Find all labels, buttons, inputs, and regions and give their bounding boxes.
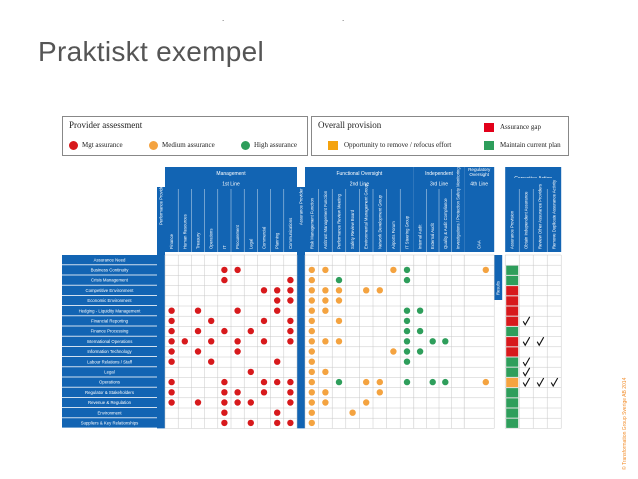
assurance-dot-amber [322,297,328,303]
assurance-dot-amber [483,267,489,273]
row-label-international-operations: International Operations [86,338,133,344]
legend-item-remove-refocus: Opportunity to remove / refocus effort [328,141,451,150]
assurance-dot-red [287,297,293,303]
assurance-dot-red [208,338,214,344]
check-icon [523,317,530,325]
assurance-dot-amber [377,389,383,395]
assurance-dot-amber [309,420,315,426]
assurance-dot-red [168,399,174,405]
assurance-dot-green [404,318,410,324]
assurance-dot-amber [336,297,342,303]
row-label-assurance-need: Assurance Need [93,257,126,263]
assurance-dot-red [287,287,293,293]
assurance-dot-amber [309,267,315,273]
check-icon [537,337,544,345]
subheader-label-management: 1st Line [222,181,240,188]
assurance-dot-red [168,389,174,395]
assurance-dot-amber [309,328,315,334]
copyright-notice: © Transformation Group Sverige AB 2014 [622,377,628,470]
assurance-dot-red [274,287,280,293]
assurance-dot-amber [363,399,369,405]
row-label-revenue-regulation: Revenue & Regulation [88,400,131,406]
assurance-dot-red [287,318,293,324]
column-label-finance: Finance [169,234,175,249]
assurance-dot-amber [309,277,315,283]
assurance-dot-red [168,348,174,354]
assurance-dot-red [248,369,254,375]
header-title-regulatory-a: Regulatory [468,167,491,172]
assurance-dot-green [417,328,423,334]
row-label-competitive-environment: Competitive Environment [85,287,134,293]
row-label-crisis-management: Crisis Management [90,277,129,283]
column-label-airports-forum: Airports Forum [390,221,396,249]
assurance-dot-amber [390,348,396,354]
assurance-dot-green [442,338,448,344]
column-label-remove-duplicate-assurance-activity: Remove Duplicate Assurance Activity [551,179,557,249]
assurance-dot-green [417,348,423,354]
assurance-dot-red [221,389,227,395]
subheader-label-regulatory: 4th Line [470,181,489,188]
legend-item-assurance-gap: Assurance gap [484,123,541,132]
row-label-legal: Legal [104,369,115,375]
column-label-external-audit: External Audit [430,223,436,249]
assurance-dot-red [221,277,227,283]
assurance-dot-amber [349,410,355,416]
provision-cell-green [506,368,518,377]
column-label-commercial: Commercial [261,226,267,249]
page-title: Praktiskt exempel [38,36,265,67]
legend-item-maintain-plan: Maintain current plan [484,141,561,150]
column-label-assurance-provision: Assurance Provision [509,210,515,249]
column-label-performance-review-meeting: Performance Review Meeting [336,194,342,249]
provision-cell-green [506,409,518,418]
overall-provision-title: Overall provision [318,120,382,130]
assurance-dot-red [221,420,227,426]
assurance-dot-red [221,328,227,334]
assurance-dot-red [274,410,280,416]
top-marks: . . [222,14,345,23]
row-label-suppliers-key-relationships: Suppliers & Key Relationships [80,420,139,426]
assurance-dot-amber [309,379,315,385]
assurance-dot-amber [483,379,489,385]
assurance-dot-green [417,308,423,314]
assurance-dot-red [248,399,254,405]
row-label-labour-relations-staff: Labour Relations / Staff [87,359,132,365]
assurance-dot-red [168,338,174,344]
column-label-review-other-assurance-providers: Review Other Assurance Providers [537,184,543,249]
assurance-dot-red [208,359,214,365]
column-label-it-steering-group: IT Steering Group [404,215,410,249]
assurance-dot-red [287,420,293,426]
assurance-dot-amber [377,379,383,385]
row-label-financial-reporting: Financial Reporting [90,318,129,324]
assurance-dot-green [336,277,342,283]
provision-cell-red [506,296,518,305]
assurance-dot-green [404,338,410,344]
header-title-management: Management [216,171,246,177]
legend-item-high-assurance: High assurance [241,141,297,150]
column-label-operations: Operations [208,228,214,249]
assurance-dot-red [287,399,293,405]
row-label-information-technology: Information Technology [87,349,132,355]
column-label-communications: Communications [287,217,293,249]
assurance-dot-amber [309,308,315,314]
provision-cell-red [506,317,518,326]
assurance-dot-red [168,318,174,324]
assurance-dot-red [168,359,174,365]
assurance-dot-amber [309,399,315,405]
assurance-dot-amber [390,267,396,273]
row-label-operations: Operations [98,379,121,385]
column-label-safety-review-board: Safety Review Board [350,209,356,249]
assurance-dot-green [404,328,410,334]
assurance-dot-red [287,328,293,334]
assurance-dot-amber [309,369,315,375]
assurance-dot-red [287,338,293,344]
assurance-dot-red [248,420,254,426]
provision-cell-green [506,358,518,367]
assurance-dot-amber [322,389,328,395]
separator-label-results: Results [495,281,501,295]
assurance-dot-amber [309,389,315,395]
assurance-dot-green [442,379,448,385]
assurance-dot-amber [322,369,328,375]
assurance-dot-red [261,287,267,293]
assurance-dot-red [261,379,267,385]
assurance-dot-red [261,389,267,395]
column-label-legal: Legal [248,238,254,249]
row-label-hedging-liquidity-management: Hedging - Liquidity Management [78,308,141,314]
column-label-planning: Planning [274,232,280,249]
column-label-quality-audit-compliance: Quality & Audit Compliance [442,198,448,249]
provider-assessment-title: Provider assessment [69,120,143,130]
provision-cell-amber [506,378,518,387]
assurance-dot-red [287,379,293,385]
provision-cell-green [506,388,518,397]
provision-cell-green [506,398,518,407]
assurance-dot-green [430,379,436,385]
column-label-investigations-protection-safety-monitoring: Investigations / Protection Safety Monitoring [455,167,461,249]
legend-item-mgt-assurance: Mgt assurance [69,141,123,150]
assurance-dot-amber [309,338,315,344]
row-label-regulator-stakeholders: Regulator & Stakeholders [85,389,134,395]
assurance-dot-amber [322,267,328,273]
assurance-dot-red [221,267,227,273]
assurance-dot-red [274,297,280,303]
separator-label-performance-provider: Performance Provider [158,184,164,225]
assurance-dot-green [336,379,342,385]
assurance-dot-red [287,389,293,395]
assurance-dot-red [274,420,280,426]
provision-cell-red [506,286,518,295]
subheader-label-independent: 3rd Line [429,181,449,188]
assurance-dot-amber [309,359,315,365]
assurance-dot-amber [322,399,328,405]
column-label-it: IT [221,245,227,249]
assurance-dot-red [208,318,214,324]
assurance-dot-amber [322,338,328,344]
provision-cell-green [506,276,518,285]
assurance-dot-green [404,267,410,273]
provision-cell-green [506,266,518,275]
assurance-dot-red [221,399,227,405]
column-label-antitrust-management-function: Antitrust Management Function [322,190,328,249]
subheader-label-functional: 2nd Line [349,181,369,188]
assurance-dot-red [274,379,280,385]
assurance-dot-red [195,328,201,334]
column-label-human-resources: Human Resources [182,214,188,249]
row-label-finance-processing: Finance Processing [90,328,129,334]
assurance-dot-red [195,308,201,314]
row-label-business-continuity: Business Continuity [90,267,129,273]
provision-cell-red [506,337,518,346]
assurance-dot-red [168,328,174,334]
assurance-dot-amber [309,318,315,324]
check-icon [537,378,544,386]
assurance-dot-amber [309,410,315,416]
assurance-dot-amber [336,318,342,324]
check-icon [523,368,530,376]
row-label-economic-environment: Economic Environment [87,298,132,304]
assurance-dot-red [234,308,240,314]
assurance-dot-red [261,318,267,324]
provision-cell-green [506,327,518,336]
assurance-dot-red [248,328,254,334]
assurance-dot-amber [309,348,315,354]
column-label-network-development-group: Network Development Group [377,195,383,249]
check-icon [523,378,530,386]
assurance-dot-red [221,379,227,385]
check-icon [523,337,530,345]
separator-label-assurance-provider: Assurance Provider [298,188,304,225]
assurance-dot-red [287,277,293,283]
assurance-dot-amber [336,287,342,293]
assurance-dot-amber [363,287,369,293]
assurance-dot-green [404,308,410,314]
assurance-dot-red [168,308,174,314]
assurance-dot-red [234,389,240,395]
column-label-caa: CAA [476,240,482,249]
assurance-dot-amber [377,287,383,293]
assurance-dot-amber [336,338,342,344]
legend-item-medium-assurance: Medium assurance [149,141,215,150]
assurance-dot-red [234,338,240,344]
provision-cell-red [506,307,518,316]
assurance-dot-red [195,399,201,405]
assurance-dot-amber [322,287,328,293]
column-label-risk-management-function: Risk Management Function [309,198,315,249]
column-label-treasury: Treasury [195,232,201,249]
provision-cell-green [506,419,518,428]
assurance-dot-amber [322,308,328,314]
provision-cell-red [506,347,518,356]
assurance-dot-green [404,277,410,283]
assurance-dot-red [234,348,240,354]
header-title-functional: Functional Oversight [336,171,383,177]
assurance-dot-red [274,308,280,314]
check-icon [551,378,558,386]
assurance-dot-red [168,379,174,385]
assurance-dot-red [234,399,240,405]
assurance-dot-green [430,338,436,344]
column-label-procurement: Procurement [235,225,241,249]
assurance-dot-red [221,410,227,416]
column-label-environmental-management-group: Environmental Management Group [363,183,369,249]
assurance-dot-red [234,267,240,273]
assurance-dot-green [404,359,410,365]
header-title-independent: Independent [425,171,453,177]
assurance-dot-amber [363,379,369,385]
check-icon [523,358,530,366]
assurance-dot-red [195,348,201,354]
column-label-internal-audit: Internal Audit [417,224,423,249]
assurance-dot-green [404,348,410,354]
assurance-dot-green [404,379,410,385]
column-label-obtain-independent-assurance: Obtain Independent Assurance [523,191,529,249]
assurance-dot-amber [309,297,315,303]
row-label-environment: Environment [97,410,122,416]
assurance-dot-red [261,338,267,344]
assurance-dot-red [274,359,280,365]
assurance-dot-amber [309,287,315,293]
header-title-regulatory-b: Oversight [469,172,490,177]
assurance-dot-red [182,338,188,344]
